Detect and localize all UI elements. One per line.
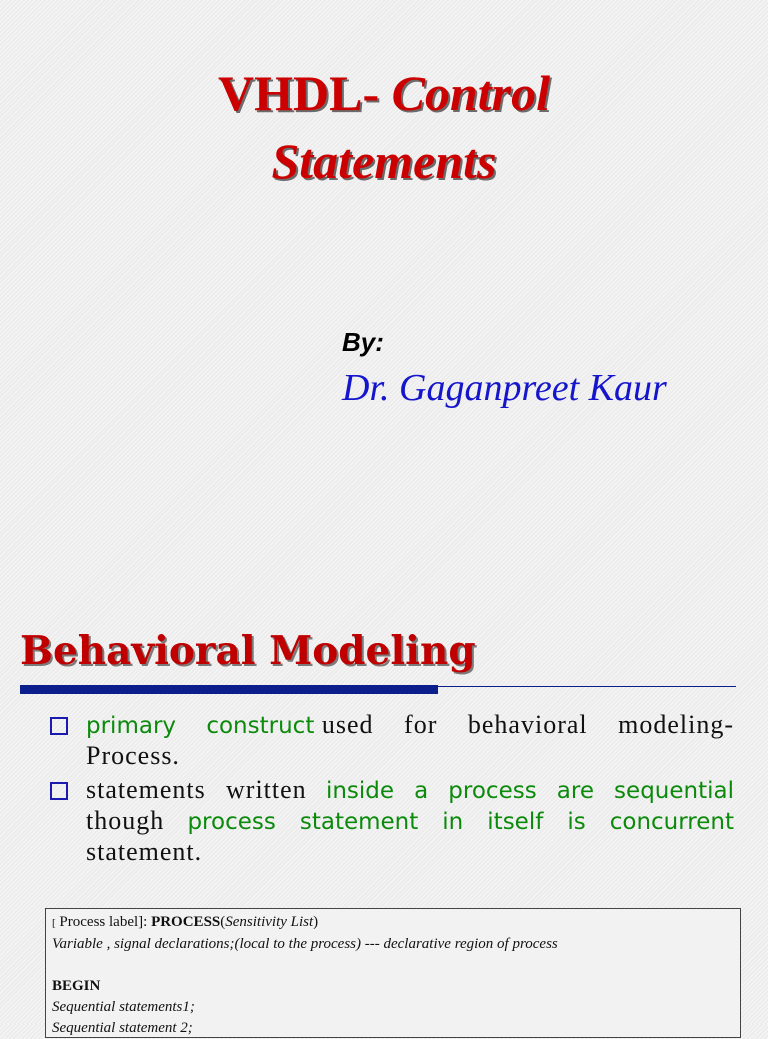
code-process-keyword: PROCESS	[151, 914, 221, 930]
code-line-seq2: Sequential statement 2;	[52, 1020, 193, 1036]
bullet-plain-text: used for behavioral modeling- Process.	[86, 710, 735, 770]
code-process-label: Process label]:	[55, 914, 152, 930]
bullet-list	[48, 710, 734, 871]
bullet-green-text-2: process statement in itself is concurrent	[187, 809, 734, 835]
code-paren-open: (	[220, 914, 226, 930]
code-line-begin: BEGIN	[52, 978, 101, 994]
bullet-plain-start: statements written	[86, 775, 307, 804]
code-sensitivity-list: Sensitivity List	[225, 914, 314, 930]
process-syntax-box	[45, 908, 741, 1038]
checkbox-bullet-icon	[50, 717, 68, 735]
bullet-item	[48, 775, 734, 867]
code-line-1	[52, 912, 734, 934]
author-name: Dr. Gaganpreet Kaur	[342, 367, 667, 409]
bullet-plain-end: statement.	[86, 837, 203, 866]
bullet-green-text: primary construct	[86, 713, 315, 739]
code-line-2: Variable , signal declarations;(local to the process) --- declarative region of process	[52, 936, 558, 952]
slide-title-line1	[0, 62, 768, 124]
slide-title-line2: Statements	[271, 133, 497, 189]
heading-underline-thick	[20, 685, 438, 694]
bullet-green-text-1: inside a process are sequential	[325, 778, 734, 804]
bullet-plain-mid: though	[86, 806, 165, 835]
bullet-item	[48, 710, 734, 771]
code-blank-line	[52, 955, 734, 976]
code-paren-close: )	[313, 914, 319, 930]
code-bracket: [	[52, 917, 56, 929]
title-italic-word: Control	[391, 65, 550, 121]
behavioral-modeling-slide	[0, 600, 768, 1036]
code-line-seq1: Sequential statements1;	[52, 999, 195, 1015]
title-prefix: VHDL-	[217, 65, 392, 121]
slide-heading: Behavioral Modeling	[20, 628, 476, 674]
by-label: By:	[342, 327, 384, 357]
heading-underline-thin	[438, 686, 736, 687]
checkbox-bullet-icon	[50, 782, 68, 800]
